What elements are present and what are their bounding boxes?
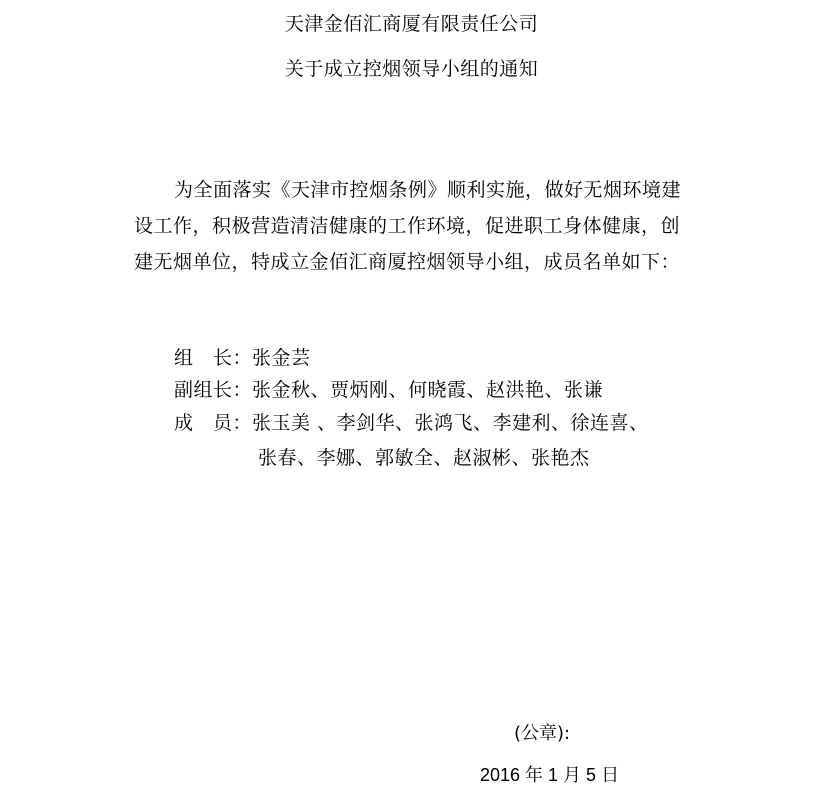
issue-date: 2016 年 1 月 5 日 — [480, 765, 620, 785]
members-label: 成 员： — [174, 412, 253, 434]
notice-title: 关于成立控烟领导小组的通知 — [284, 58, 539, 80]
leader-label: 组 长： — [174, 347, 253, 369]
company-name: 天津金佰汇商厦有限责任公司 — [284, 13, 539, 35]
seal-label: (公章): — [514, 723, 571, 744]
notice-paragraph: 为全面落实《天津市控烟条例》顺利实施，做好无烟环境建设工作，积极营造清洁健康的工作环境，促进职工身体健康，创建无烟单位，特成立金佰汇商厦控烟领导小组，成员名单如下： — [134, 179, 682, 273]
members-names-line-1: 张玉美 、李剑华、张鸿飞、李建利、徐连喜、 — [252, 412, 649, 434]
members-row — [174, 409, 649, 437]
leader-row — [174, 344, 311, 372]
deputy-row — [174, 376, 603, 404]
deputy-label: 副组长： — [174, 379, 253, 401]
deputy-names: 张金秋、贾炳刚、何晓霞、赵洪艳、张谦 — [252, 379, 604, 401]
leader-names: 张金芸 — [252, 347, 311, 369]
members-names-line-2: 张春、李娜、郭敏全、赵淑彬、张艳杰 — [258, 447, 590, 469]
